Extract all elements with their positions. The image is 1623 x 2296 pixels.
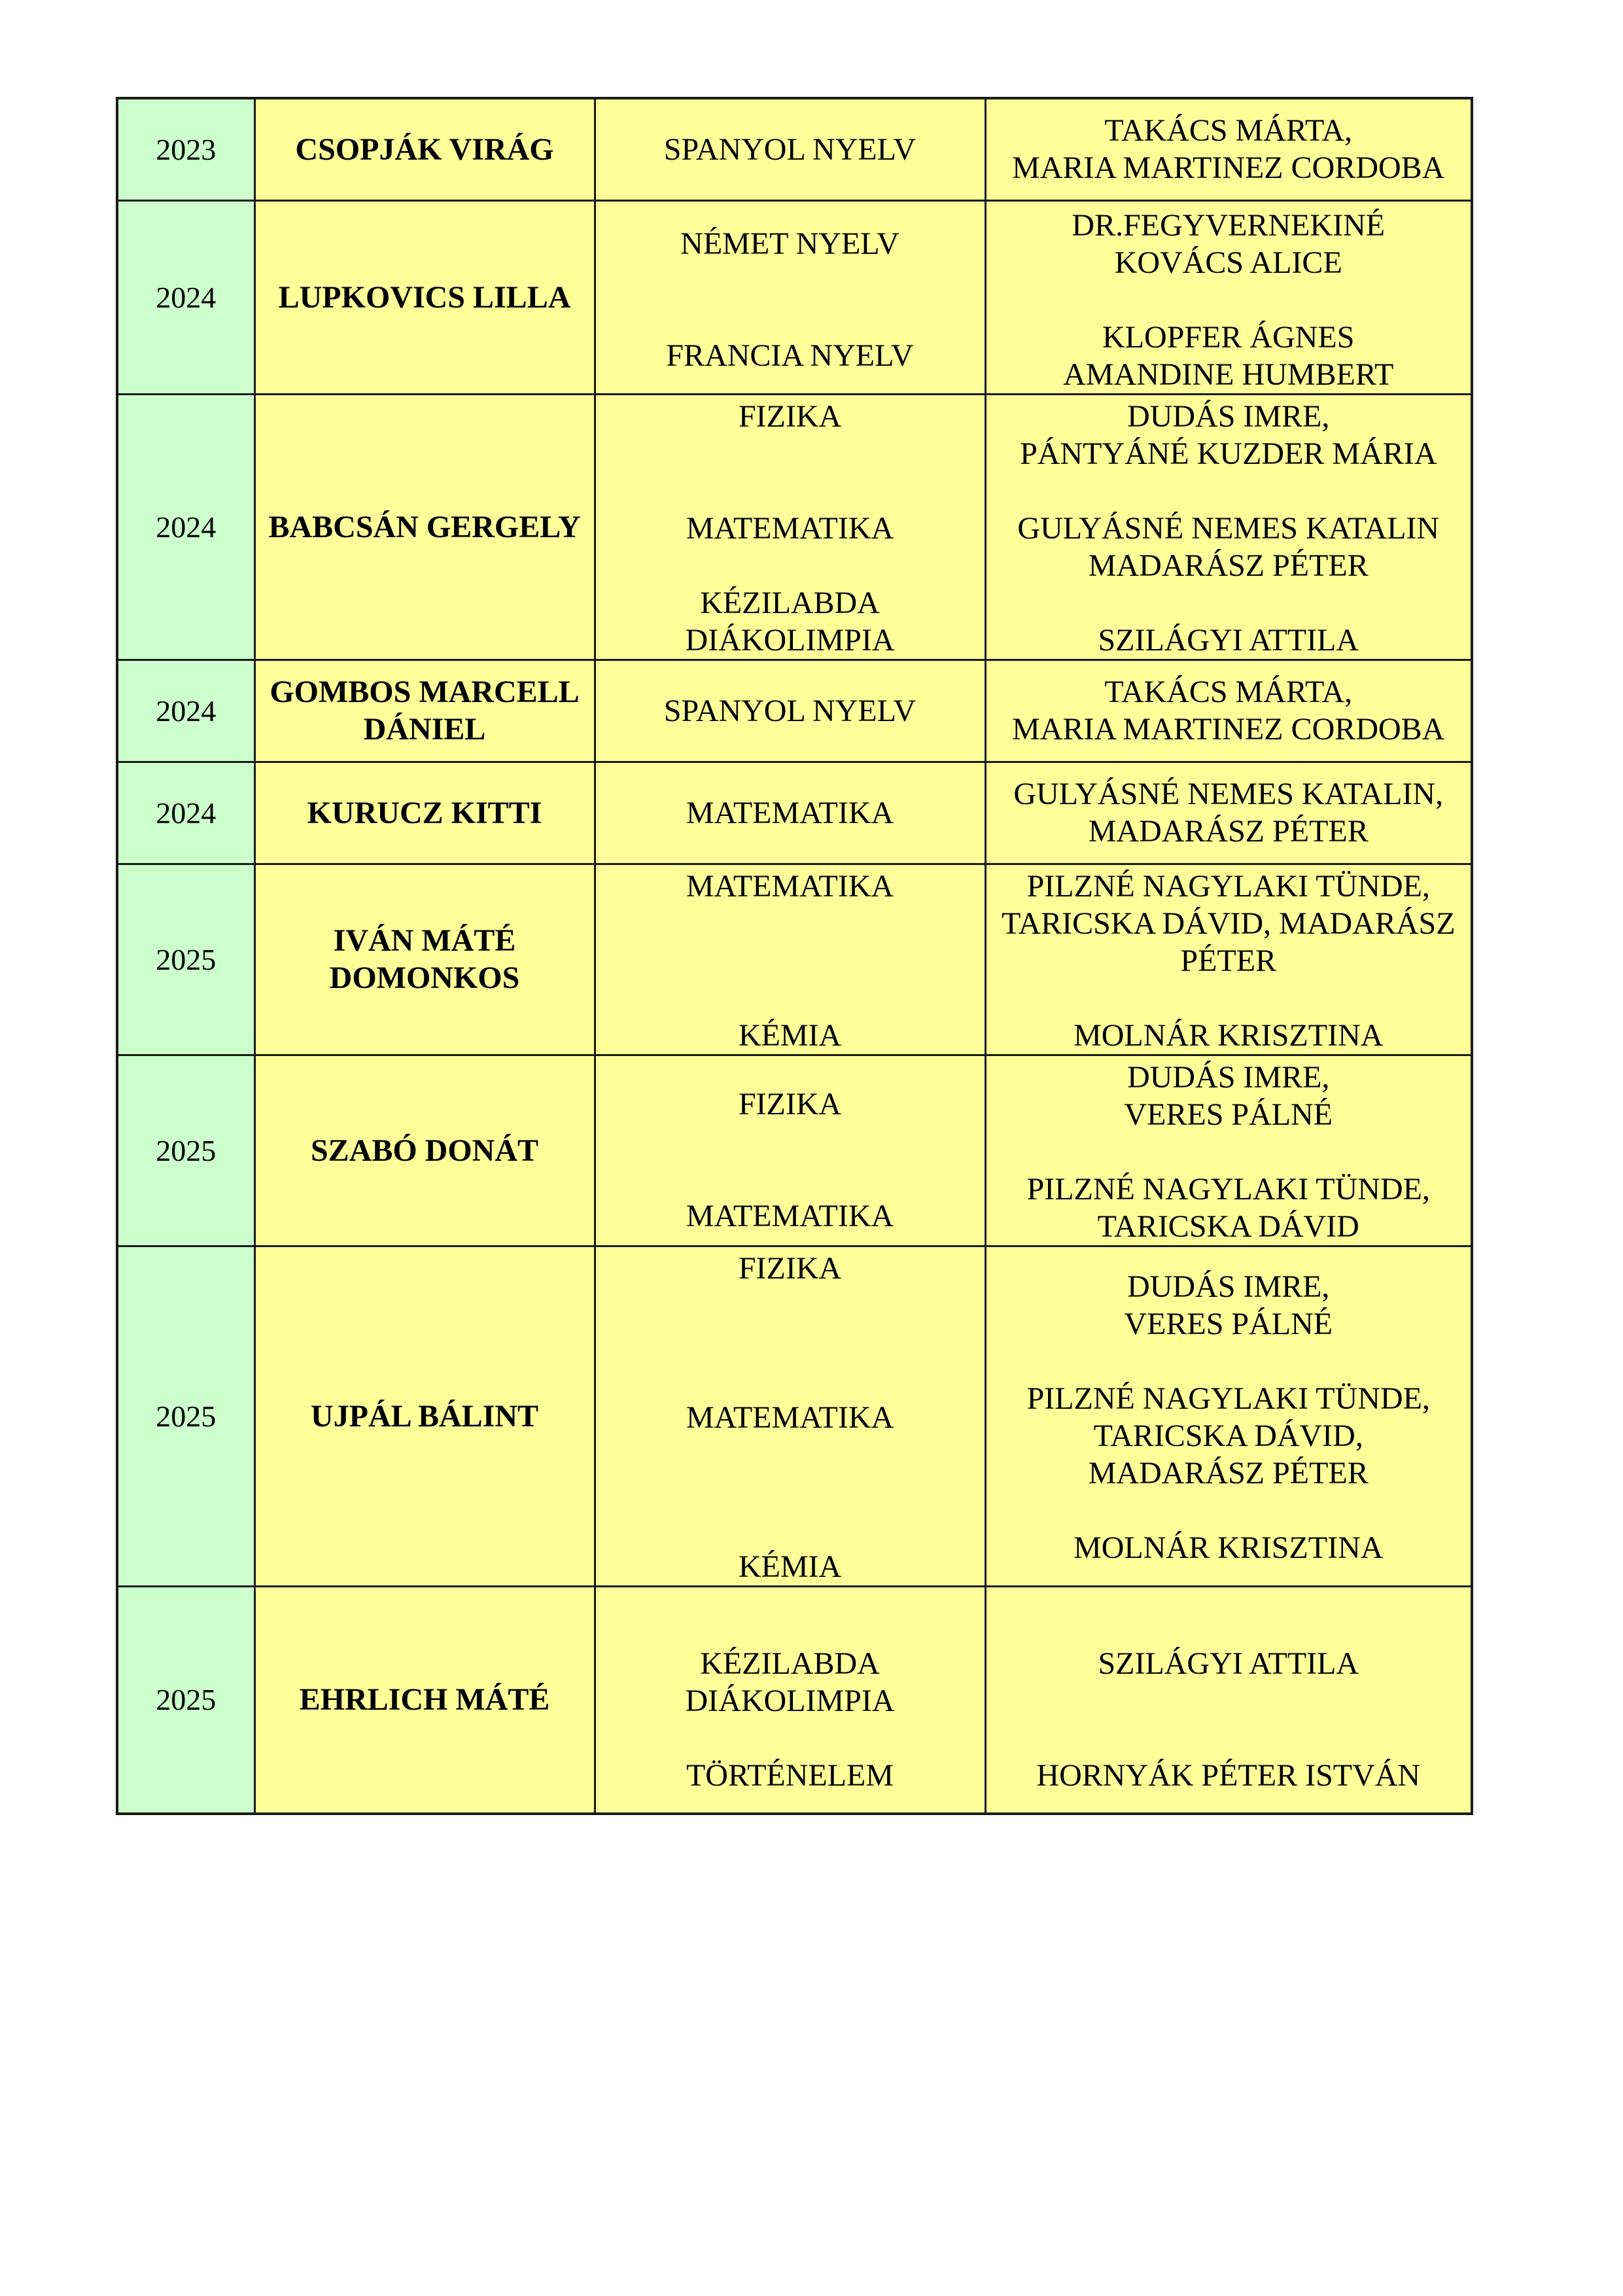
results-table	[116, 97, 1473, 1815]
student-name-cell: LUPKOVICS LILLA	[254, 200, 595, 394]
teacher-entry: DR.FEGYVERNEKINÉ KOVÁCS ALICE	[1072, 207, 1386, 280]
teacher-cell	[985, 98, 1472, 200]
teacher-entry: TAKÁCS MÁRTA, MARIA MARTINEZ CORDOBA	[1012, 113, 1445, 186]
table-row	[117, 200, 1472, 394]
subject-cell	[595, 1586, 985, 1814]
table-row	[117, 1055, 1472, 1246]
teacher-entry: HORNYÁK PÉTER ISTVÁN	[1036, 1757, 1421, 1793]
table-row	[117, 864, 1472, 1055]
teacher-entry: GULYÁSNÉ NEMES KATALIN MADARÁSZ PÉTER	[1017, 510, 1440, 583]
student-name-cell: GOMBOS MARCELL DÁNIEL	[254, 660, 595, 762]
student-name-cell: KURUCZ KITTI	[254, 762, 595, 864]
teacher-entry: DUDÁS IMRE, VERES PÁLNÉ	[1124, 1269, 1333, 1341]
teacher-cell	[985, 200, 1472, 394]
subject-entry: KÉMIA	[738, 1549, 842, 1584]
subject-cell	[595, 200, 985, 394]
subject-entry: MATEMATIKA	[686, 795, 894, 830]
table-row	[117, 98, 1472, 200]
teacher-cell	[985, 660, 1472, 762]
year-cell: 2024	[117, 660, 254, 762]
student-name-cell: IVÁN MÁTÉ DOMONKOS	[254, 864, 595, 1055]
teacher-entry: DUDÁS IMRE, VERES PÁLNÉ	[1124, 1059, 1333, 1132]
teacher-entry: SZILÁGYI ATTILA	[1098, 622, 1359, 658]
teacher-cell	[985, 1055, 1472, 1246]
table-row	[117, 762, 1472, 864]
teacher-cell	[985, 394, 1472, 660]
subject-entry: NÉMET NYELV	[680, 226, 899, 261]
subject-entry: FIZIKA	[738, 1250, 842, 1286]
teacher-entry: MOLNÁR KRISZTINA	[1073, 1017, 1384, 1053]
subject-cell	[595, 864, 985, 1055]
subject-entry: FRANCIA NYELV	[666, 338, 914, 373]
teacher-cell	[985, 864, 1472, 1055]
subject-entry: MATEMATIKA	[686, 868, 894, 904]
teacher-cell	[985, 1246, 1472, 1586]
subject-cell	[595, 394, 985, 660]
teacher-entry: DUDÁS IMRE, PÁNTYÁNÉ KUZDER MÁRIA	[1020, 398, 1437, 471]
subject-entry: SPANYOL NYELV	[663, 693, 916, 728]
teacher-cell	[985, 1586, 1472, 1814]
teacher-entry: PILZNÉ NAGYLAKI TÜNDE, TARICSKA DÁVID, MADARÁSZ PÉTER	[1026, 1381, 1430, 1491]
teacher-entry: SZILÁGYI ATTILA	[1098, 1646, 1359, 1681]
subject-cell	[595, 1246, 985, 1586]
subject-entry: KÉZILABDA DIÁKOLIMPIA	[685, 585, 895, 658]
year-cell: 2025	[117, 1246, 254, 1586]
teacher-entry: PILZNÉ NAGYLAKI TÜNDE, TARICSKA DÁVID	[1026, 1171, 1430, 1244]
subject-cell	[595, 762, 985, 864]
subject-cell	[595, 660, 985, 762]
subject-entry: FIZIKA	[738, 1087, 842, 1122]
subject-entry: MATEMATIKA	[686, 1199, 894, 1233]
subject-entry: KÉMIA	[738, 1017, 842, 1053]
table-row	[117, 1586, 1472, 1814]
subject-entry: MATEMATIKA	[686, 510, 894, 546]
year-cell: 2023	[117, 98, 254, 200]
subject-entry: KÉZILABDA DIÁKOLIMPIA	[685, 1646, 895, 1718]
subject-entry: FIZIKA	[738, 398, 842, 434]
teacher-entry: MOLNÁR KRISZTINA	[1073, 1530, 1384, 1565]
teacher-cell	[985, 762, 1472, 864]
subject-entry: MATEMATIKA	[686, 1400, 894, 1435]
subject-entry: TÖRTÉNELEM	[686, 1757, 894, 1793]
table-row	[117, 660, 1472, 762]
year-cell: 2024	[117, 394, 254, 660]
student-name-cell: UJPÁL BÁLINT	[254, 1246, 595, 1586]
student-name-cell: SZABÓ DONÁT	[254, 1055, 595, 1246]
year-cell: 2024	[117, 200, 254, 394]
year-cell: 2025	[117, 1586, 254, 1814]
subject-cell	[595, 1055, 985, 1246]
year-cell: 2024	[117, 762, 254, 864]
table-row	[117, 394, 1472, 660]
year-cell: 2025	[117, 864, 254, 1055]
student-name-cell: CSOPJÁK VIRÁG	[254, 98, 595, 200]
teacher-entry: TAKÁCS MÁRTA, MARIA MARTINEZ CORDOBA	[1012, 675, 1445, 747]
teacher-entry: PILZNÉ NAGYLAKI TÜNDE, TARICSKA DÁVID, MADARÁSZ PÉTER	[1001, 868, 1456, 978]
year-cell: 2025	[117, 1055, 254, 1246]
subject-cell	[595, 98, 985, 200]
teacher-entry: KLOPFER ÁGNES AMANDINE HUMBERT	[1063, 319, 1394, 392]
subject-entry: SPANYOL NYELV	[663, 132, 916, 167]
table-row	[117, 1246, 1472, 1586]
student-name-cell: EHRLICH MÁTÉ	[254, 1586, 595, 1814]
teacher-entry: GULYÁSNÉ NEMES KATALIN, MADARÁSZ PÉTER	[1013, 777, 1444, 849]
student-name-cell: BABCSÁN GERGELY	[254, 394, 595, 660]
